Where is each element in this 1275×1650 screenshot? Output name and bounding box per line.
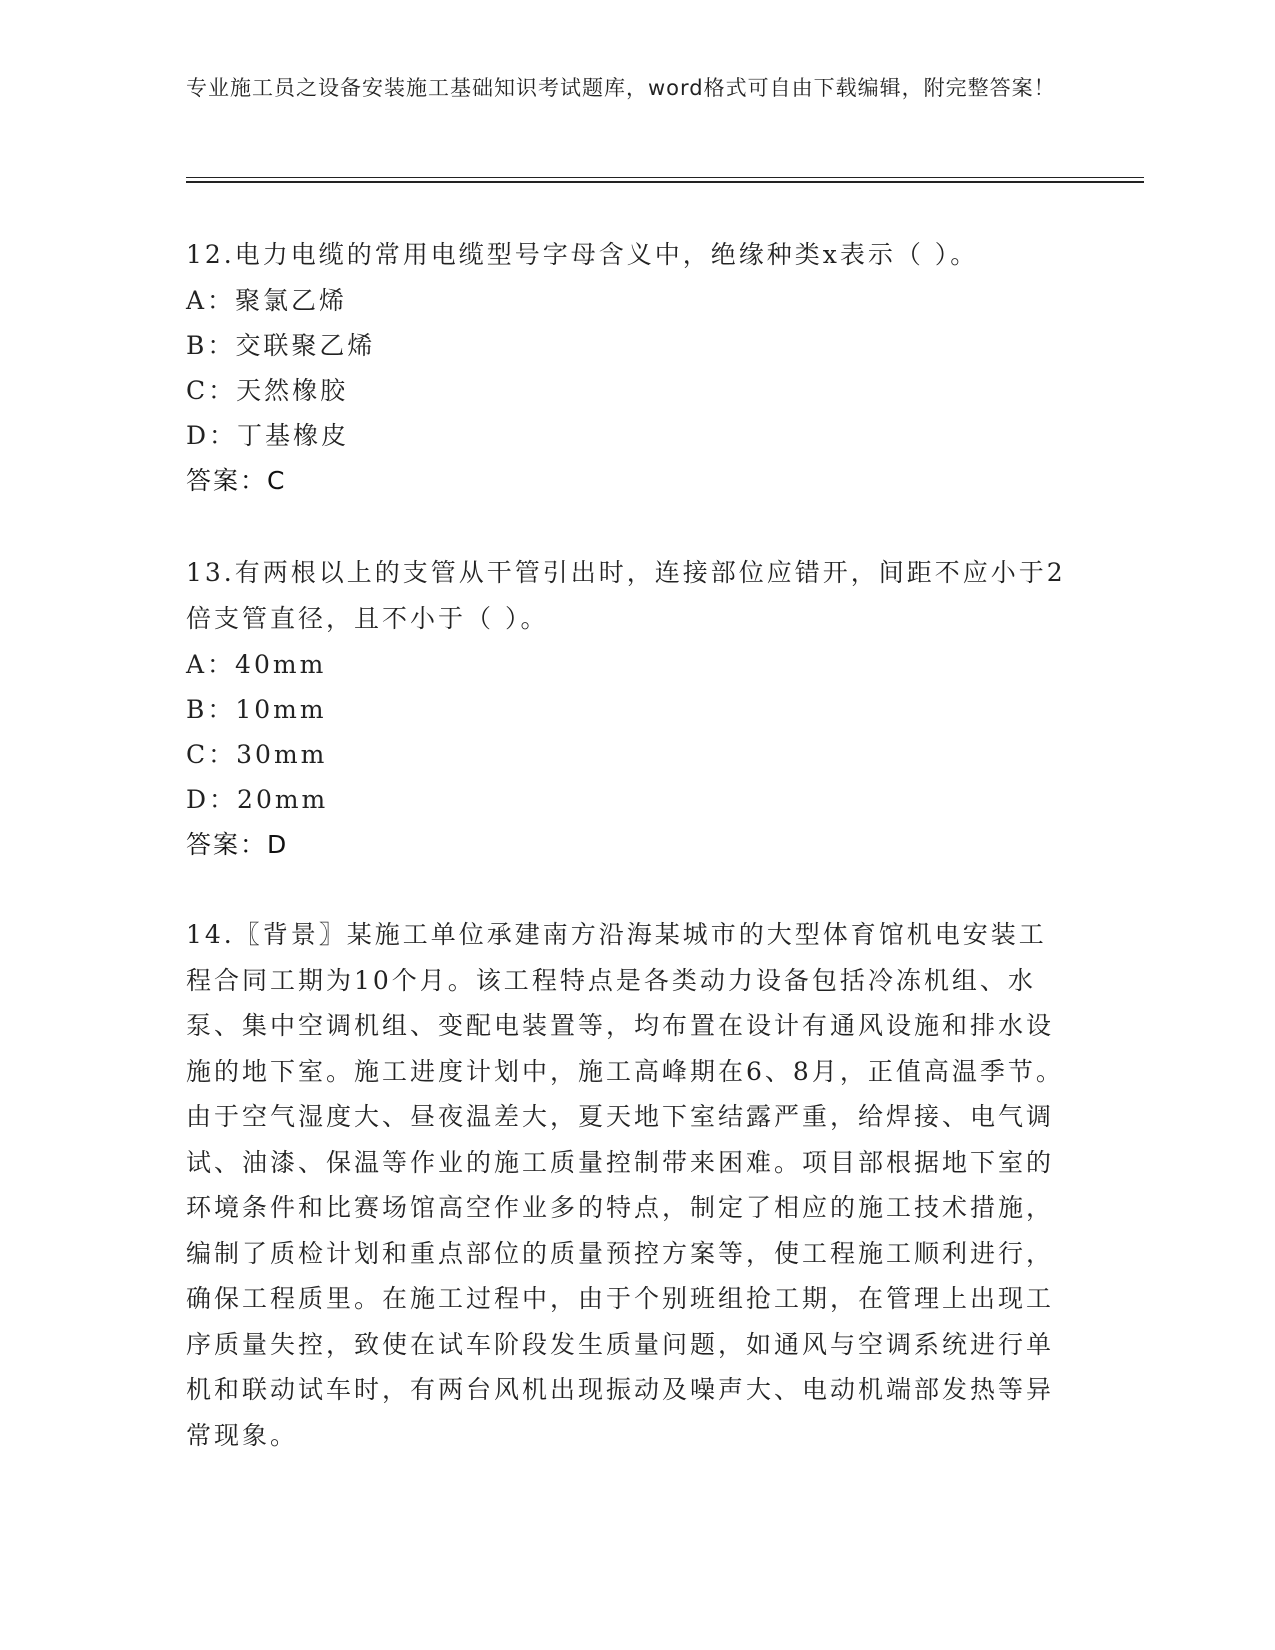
header-divider-thin — [186, 177, 1144, 178]
question-stem: 14.〖背景〗某施工单位承建南方沿海某城市的大型体育馆机电安装工程合同工期为10个月。该工程特点是各类动力设备包括冷冻机组、水泵、集中空调机组、变配电装置等，均布置在设计有通风设施和排水设施的地下室。施工进度计划中，施工高峰期在6、8月，正值高温季节。由于空气湿度大、昼夜温差大，夏天地下室结露严重，给焊接、电气调试、油漆、保温等作业的施工质量控制带来困难。项目部根据地下室的环境条件和比赛场馆高空作业多的特点，制定了相应的施工技术措施，编制了质检计划和重点部位的质量预控方案等，使工程施工顺利进行，确保工程质里。在施工过程中，由于个别班组抢工期，在管理上出现工序质量失控，致使在试车阶段发生质量问题，如通风与空调系统进行单机和联动试车时，有两台风机出现振动及噪声大、电动机端部发热等异常现象。 — [186, 920, 1064, 1450]
answer: 答案：C — [186, 466, 287, 495]
option-c: C：30mm — [186, 740, 328, 769]
header-divider-thick — [186, 181, 1144, 183]
option-b: B：10mm — [186, 695, 327, 724]
document-header: 专业施工员之设备安装施工基础知识考试题库，word格式可自由下载编辑，附完整答案！ — [186, 76, 1056, 100]
question-stem: 12.电力电缆的常用电缆型号字母含义中，绝缘种类x表示（ ）。 — [186, 240, 979, 269]
question-12 — [186, 232, 1066, 503]
option-b: B：交联聚乙烯 — [186, 331, 376, 360]
option-a: A：40mm — [186, 650, 327, 679]
option-a: A：聚氯乙烯 — [186, 286, 348, 315]
option-d: D：丁基橡皮 — [186, 421, 350, 450]
option-d: D：20mm — [186, 785, 329, 814]
option-c: C：天然橡胶 — [186, 376, 349, 405]
question-stem: 13.有两根以上的支管从干管引出时，连接部位应错开，间距不应小于2倍支管直径，且不小于（ ）。 — [186, 558, 1066, 633]
question-13 — [186, 550, 1066, 867]
question-14 — [186, 912, 1066, 1458]
answer: 答案：D — [186, 830, 289, 859]
